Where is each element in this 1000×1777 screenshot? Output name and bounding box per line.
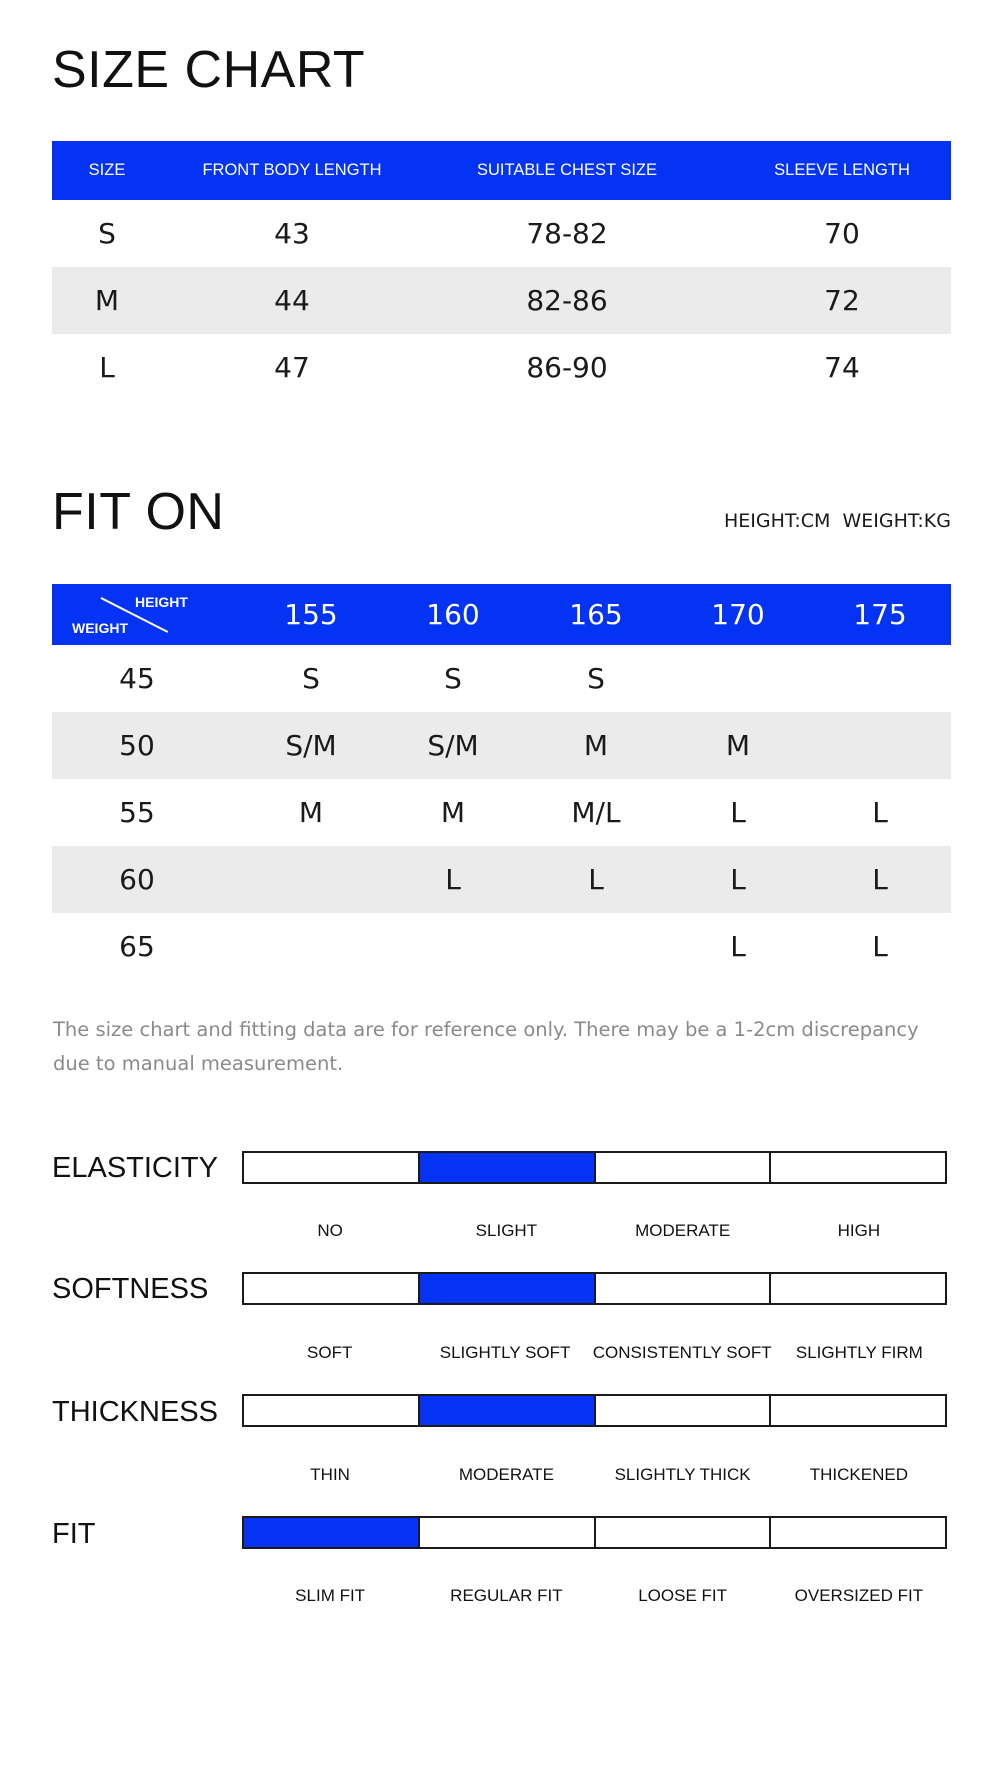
scale-segment (594, 1518, 770, 1547)
softness-options (242, 1343, 947, 1363)
cell: 44 (274, 284, 310, 317)
option-label: MODERATE (458, 1465, 554, 1484)
cell: 78-82 (526, 217, 608, 250)
table-row (52, 200, 951, 267)
option-label: SLIGHTLY SOFT (439, 1343, 571, 1362)
option-label: SLIGHTLY FIRM (795, 1343, 923, 1362)
option-label: SLIGHT (475, 1221, 538, 1240)
cell: L (588, 863, 604, 896)
option-label: SOFT (307, 1343, 353, 1362)
header-size: SIZE (88, 161, 126, 179)
table-row (52, 779, 951, 846)
fit-on-title: FIT ON (52, 483, 225, 541)
cell: M (583, 729, 609, 762)
cell: M (298, 796, 324, 829)
cell: L (730, 863, 746, 896)
header-sleeve-length: SLEEVE LENGTH (774, 161, 910, 179)
cell: M (94, 284, 120, 317)
cell: L (872, 796, 888, 829)
fit-on-header (52, 584, 951, 645)
option-label: THIN (310, 1465, 350, 1484)
cell: L (872, 863, 888, 896)
cell: L (730, 930, 746, 963)
scale-segment (244, 1396, 418, 1425)
size-chart-header (52, 141, 951, 200)
option-label: SLIGHTLY THICK (614, 1465, 751, 1484)
cell: 72 (824, 284, 860, 317)
scale-segment (769, 1274, 945, 1303)
fit-options (242, 1586, 947, 1606)
corner-height-label: HEIGHT (135, 594, 188, 610)
option-label: SLIM FIT (295, 1586, 366, 1605)
cell: S (302, 662, 320, 695)
scale-segment (418, 1274, 594, 1303)
size-chart-table (52, 141, 951, 401)
fit-on-table (52, 584, 951, 980)
cell: M (440, 796, 466, 829)
cell: S (587, 662, 605, 695)
corner-weight-label: WEIGHT (72, 620, 128, 636)
table-row (52, 846, 951, 913)
cell: L (99, 351, 115, 384)
scale-segment (418, 1518, 594, 1547)
table-row (52, 712, 951, 779)
scale-segment (244, 1153, 418, 1182)
scale-segment (769, 1396, 945, 1425)
option-label: HIGH (837, 1221, 881, 1240)
units-label: HEIGHT:CM WEIGHT:KG (723, 510, 951, 532)
table-row (52, 267, 951, 334)
scale-segment (418, 1396, 594, 1425)
weight-cell: 45 (119, 662, 155, 695)
thickness-label: THICKNESS (52, 1396, 218, 1428)
height-header: 165 (569, 598, 623, 631)
thickness-scale (242, 1394, 947, 1427)
weight-cell: 65 (119, 930, 155, 963)
cell (688, 645, 788, 712)
cell: L (730, 796, 746, 829)
cell: 70 (824, 217, 860, 250)
cell: 86-90 (526, 351, 608, 384)
table-row (52, 334, 951, 401)
cell (403, 913, 503, 980)
weight-cell: 55 (119, 796, 155, 829)
option-label: LOOSE FIT (638, 1586, 728, 1605)
scale-segment (244, 1274, 418, 1303)
scale-segment (769, 1518, 945, 1547)
fit-scale (242, 1516, 947, 1549)
option-label: OVERSIZED FIT (794, 1586, 924, 1605)
elasticity-label: ELASTICITY (52, 1152, 218, 1184)
cell: M (725, 729, 751, 762)
cell (830, 712, 930, 779)
thickness-options (242, 1465, 947, 1485)
elasticity-options (242, 1221, 947, 1241)
cell (830, 645, 930, 712)
height-header: 155 (284, 598, 338, 631)
option-label: REGULAR FIT (450, 1586, 563, 1605)
height-header: 170 (711, 598, 765, 631)
cell: L (445, 863, 461, 896)
scale-segment (418, 1153, 594, 1182)
cell: M/L (571, 796, 621, 829)
height-header: 160 (426, 598, 480, 631)
cell: 82-86 (526, 284, 608, 317)
cell: 43 (274, 217, 310, 250)
option-label: MODERATE (635, 1221, 731, 1240)
elasticity-scale (242, 1151, 947, 1184)
scale-segment (769, 1153, 945, 1182)
softness-scale (242, 1272, 947, 1305)
cell: L (872, 930, 888, 963)
height-header: 175 (853, 598, 907, 631)
option-label: THICKENED (809, 1465, 908, 1484)
scale-segment (594, 1153, 770, 1182)
cell (546, 913, 646, 980)
size-chart-title: SIZE CHART (52, 41, 366, 99)
cell: 74 (824, 351, 860, 384)
scale-segment (594, 1396, 770, 1425)
option-label: CONSISTENTLY SOFT (592, 1343, 772, 1362)
cell (261, 846, 361, 913)
cell: S (98, 217, 116, 250)
softness-label: SOFTNESS (52, 1273, 209, 1305)
header-front-body-length: FRONT BODY LENGTH (202, 161, 382, 179)
option-label: NO (317, 1221, 343, 1240)
scale-segment (594, 1274, 770, 1303)
weight-cell: 50 (119, 729, 155, 762)
fit-label: FIT (52, 1518, 96, 1550)
reference-note: The size chart and fitting data are for reference only. There may be a 1-2cm discrepancy due to manual measurement. (53, 1018, 919, 1075)
table-row (52, 645, 951, 712)
cell: S/M (285, 729, 337, 762)
cell (261, 913, 361, 980)
scale-segment (244, 1518, 418, 1547)
table-row (52, 913, 951, 980)
cell: S/M (427, 729, 479, 762)
cell: 47 (274, 351, 310, 384)
weight-cell: 60 (119, 863, 155, 896)
header-chest-size: SUITABLE CHEST SIZE (476, 161, 658, 179)
cell: S (444, 662, 462, 695)
